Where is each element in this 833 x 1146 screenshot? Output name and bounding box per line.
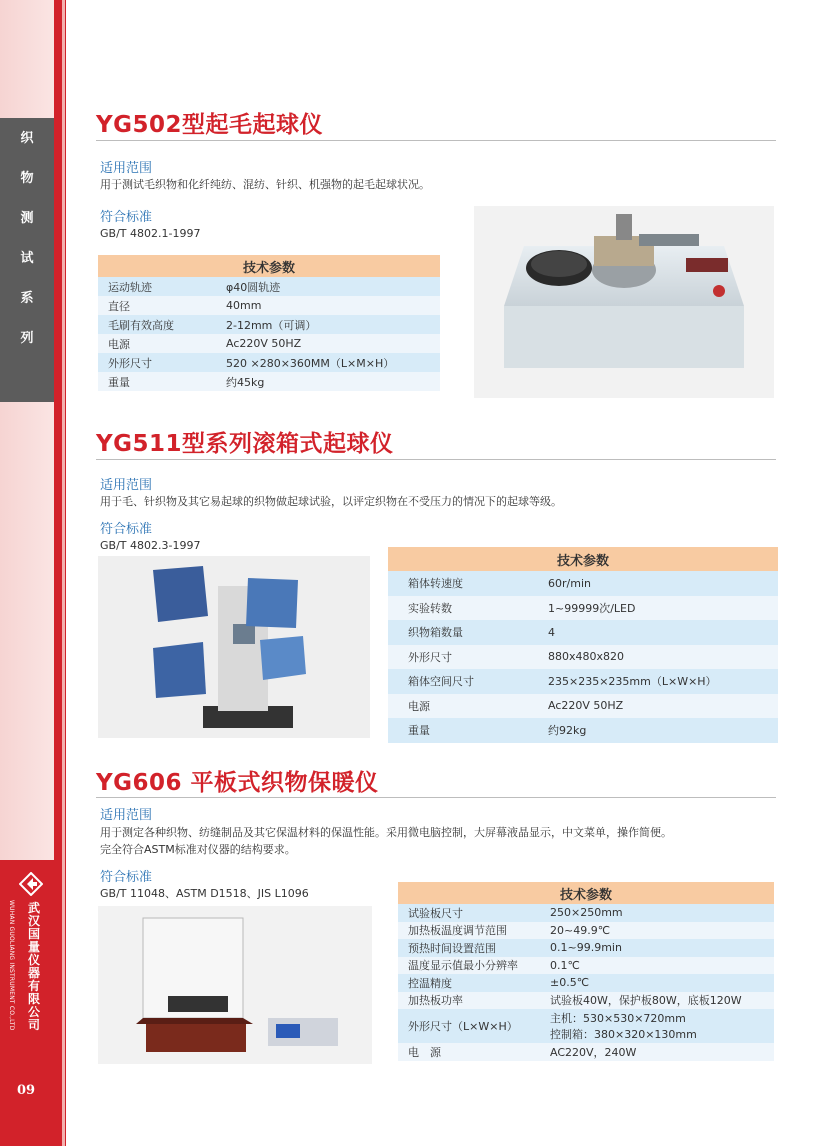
title-divider [96, 459, 776, 460]
scope-text: 完全符合ASTM标准对仪器的结构要求。 [100, 843, 296, 856]
spec-row: 试验板尺寸 250×250mm [398, 904, 774, 922]
spec-row: 加热板温度调节范围 20~49.9℃ [398, 922, 774, 940]
spec-row: 直径 40mm [98, 296, 440, 315]
standard-text: GB/T 4802.3-1997 [100, 539, 201, 552]
spec-row: 织物箱数量 4 [388, 620, 778, 645]
spec-row: 电源 Ac220V 50HZ [98, 334, 440, 353]
spec-row: 电源 Ac220V 50HZ [388, 694, 778, 719]
title-divider [96, 140, 776, 141]
series-char: 物 [20, 171, 34, 186]
series-char: 试 [20, 251, 34, 266]
scope-text: 用于毛、针织物及其它易起球的织物做起球试验，以评定织物在不受压力的情况下的起球等级。 [100, 495, 562, 508]
sidebar-light-stripe [62, 0, 65, 1146]
spec-row: 加热板功率 试验板40W，保护板80W，底板120W [398, 992, 774, 1010]
standard-label: 符合标准 [100, 210, 153, 225]
spec-row: 外形尺寸 880x480x820 [388, 645, 778, 670]
spec-row: 温度显示值最小分辨率 0.1℃ [398, 957, 774, 975]
spec-row: 毛刷有效高度 2-12mm（可调） [98, 315, 440, 334]
series-char: 测 [20, 211, 34, 226]
series-char: 系 [20, 291, 34, 306]
standard-text: GB/T 11048、ASTM D1518、JIS L1096 [100, 887, 309, 900]
company-name: 武 汉 国 量 仪 器 有 限 公 司 [27, 901, 40, 1032]
series-label [0, 130, 54, 347]
spec-row: 外形尺寸（L×W×H） 主机：530×530×720mm 控制箱：380×320×130mm [398, 1009, 774, 1043]
standard-text: GB/T 4802.1-1997 [100, 227, 201, 240]
dims-main: 主机：530×530×720mm [550, 1012, 686, 1025]
scope-label: 适用范围 [100, 808, 153, 823]
spec-row: 运动轨迹 φ40圆轨迹 [98, 277, 440, 296]
spec-row: 外形尺寸 520 ×280×360MM（L×M×H） [98, 353, 440, 372]
scope-label: 适用范围 [100, 478, 153, 493]
company-name-en: WUHAN GUOLIANG INSTRUMENT CO.,LTD [8, 900, 15, 1031]
standard-label: 符合标准 [100, 522, 153, 537]
product-photo-yg606 [98, 906, 372, 1064]
spec-row: 箱体空间尺寸 235×235×235mm（L×W×H） [388, 669, 778, 694]
page-number: 09 [17, 1083, 36, 1098]
spec-header: 技术参数 [388, 547, 778, 571]
product-title-yg511: YG511型系列滚箱式起球仪 [96, 431, 394, 457]
spec-table-yg502 [98, 255, 440, 391]
company-logo-icon [19, 872, 43, 896]
dims-control: 控制箱：380×320×130mm [550, 1028, 697, 1041]
spec-header: 技术参数 [98, 255, 440, 277]
scope-text: 用于测试毛织物和化纤纯纺、混纺、针织、机强物的起毛起球状况。 [100, 178, 430, 191]
spec-row: 控温精度 ±0.5℃ [398, 974, 774, 992]
product-photo-yg502 [474, 206, 774, 398]
spec-row: 重量 约45kg [98, 372, 440, 391]
spec-table-yg606 [398, 882, 774, 1061]
product-title-yg502: YG502型起毛起球仪 [96, 112, 324, 138]
scope-text: 用于测定各种织物、纺缝制品及其它保温材料的保温性能。采用微电脑控制，大屏幕液晶显示，中文菜单，操作简便。 [100, 826, 672, 839]
spec-table-yg511 [388, 547, 778, 743]
title-divider [96, 797, 776, 798]
spec-row: 电 源 AC220V，240W [398, 1043, 774, 1061]
scope-label: 适用范围 [100, 161, 153, 176]
series-char: 织 [20, 131, 34, 146]
spec-header: 技术参数 [398, 882, 774, 904]
spec-row: 实验转数 1~99999次/LED [388, 596, 778, 621]
spec-row: 箱体转速度 60r/min [388, 571, 778, 596]
product-title-yg606: YG606 平板式织物保暖仪 [96, 770, 379, 796]
standard-label: 符合标准 [100, 870, 153, 885]
product-photo-yg511 [98, 556, 370, 738]
spec-row: 重量 约92kg [388, 718, 778, 743]
spec-row: 预热时间设置范围 0.1~99.9min [398, 939, 774, 957]
series-char: 列 [20, 331, 34, 346]
